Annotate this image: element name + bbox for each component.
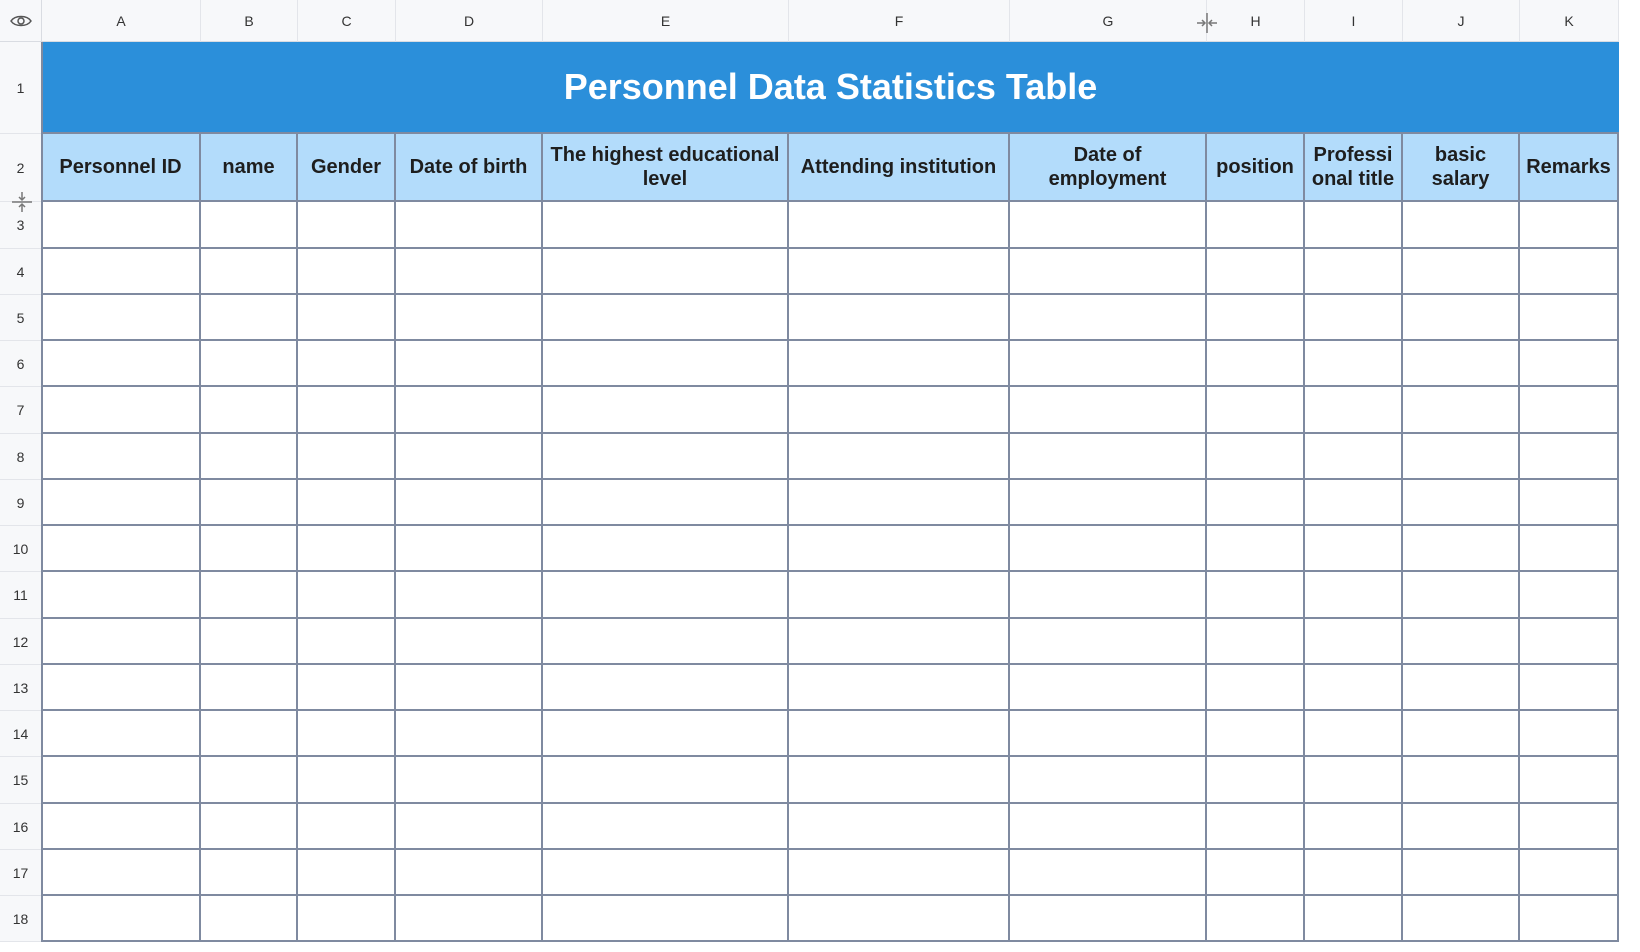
column-header-k[interactable]: K [1520, 0, 1619, 42]
cell-a15[interactable] [42, 757, 201, 804]
cell-g7[interactable] [1010, 387, 1207, 434]
row-header-2[interactable]: 2 [0, 134, 42, 202]
cell-h15[interactable] [1207, 757, 1305, 804]
cell-e10[interactable] [543, 526, 789, 572]
cell-i15[interactable] [1305, 757, 1403, 804]
cell-b9[interactable] [201, 480, 298, 526]
cell-k14[interactable] [1520, 711, 1619, 757]
cell-d15[interactable] [396, 757, 543, 804]
cell-f16[interactable] [789, 804, 1010, 850]
cell-d5[interactable] [396, 295, 543, 341]
cell-f12[interactable] [789, 619, 1010, 665]
cell-g13[interactable] [1010, 665, 1207, 711]
cell-k18[interactable] [1520, 896, 1619, 942]
cell-c13[interactable] [298, 665, 396, 711]
cell-e9[interactable] [543, 480, 789, 526]
cell-a3[interactable] [42, 202, 201, 249]
cell-h13[interactable] [1207, 665, 1305, 711]
cell-c3[interactable] [298, 202, 396, 249]
cell-i8[interactable] [1305, 434, 1403, 480]
cell-c17[interactable] [298, 850, 396, 896]
cell-c10[interactable] [298, 526, 396, 572]
cell-e18[interactable] [543, 896, 789, 942]
cell-g3[interactable] [1010, 202, 1207, 249]
cell-k7[interactable] [1520, 387, 1619, 434]
header-cell-b[interactable]: name [201, 134, 298, 202]
eye-icon[interactable] [10, 14, 32, 28]
row-header-5[interactable]: 5 [0, 295, 42, 341]
cell-k13[interactable] [1520, 665, 1619, 711]
row-header-16[interactable]: 16 [0, 804, 42, 850]
cell-j14[interactable] [1403, 711, 1520, 757]
cell-e4[interactable] [543, 249, 789, 295]
cell-b5[interactable] [201, 295, 298, 341]
cell-g18[interactable] [1010, 896, 1207, 942]
cell-a12[interactable] [42, 619, 201, 665]
cell-k8[interactable] [1520, 434, 1619, 480]
cell-a11[interactable] [42, 572, 201, 619]
cell-j15[interactable] [1403, 757, 1520, 804]
cell-a5[interactable] [42, 295, 201, 341]
cell-e7[interactable] [543, 387, 789, 434]
column-header-i[interactable]: I [1305, 0, 1403, 42]
cell-f3[interactable] [789, 202, 1010, 249]
cell-c9[interactable] [298, 480, 396, 526]
cell-f17[interactable] [789, 850, 1010, 896]
cell-g14[interactable] [1010, 711, 1207, 757]
cell-j11[interactable] [1403, 572, 1520, 619]
cell-g4[interactable] [1010, 249, 1207, 295]
header-cell-d[interactable]: Date of birth [396, 134, 543, 202]
row-header-6[interactable]: 6 [0, 341, 42, 387]
cell-e13[interactable] [543, 665, 789, 711]
cell-j7[interactable] [1403, 387, 1520, 434]
cell-k5[interactable] [1520, 295, 1619, 341]
cell-h9[interactable] [1207, 480, 1305, 526]
cell-j10[interactable] [1403, 526, 1520, 572]
cell-j16[interactable] [1403, 804, 1520, 850]
cell-a9[interactable] [42, 480, 201, 526]
header-cell-g[interactable]: Date of employment [1010, 134, 1207, 202]
cell-i9[interactable] [1305, 480, 1403, 526]
header-cell-f[interactable]: Attending institution [789, 134, 1010, 202]
cell-d7[interactable] [396, 387, 543, 434]
header-cell-i[interactable]: Professi onal title [1305, 134, 1403, 202]
cell-c12[interactable] [298, 619, 396, 665]
header-cell-a[interactable]: Personnel ID [42, 134, 201, 202]
cell-f8[interactable] [789, 434, 1010, 480]
cell-i17[interactable] [1305, 850, 1403, 896]
cell-h6[interactable] [1207, 341, 1305, 387]
cell-e16[interactable] [543, 804, 789, 850]
cell-e11[interactable] [543, 572, 789, 619]
cell-d13[interactable] [396, 665, 543, 711]
cell-k9[interactable] [1520, 480, 1619, 526]
cell-a18[interactable] [42, 896, 201, 942]
cell-f18[interactable] [789, 896, 1010, 942]
cell-a7[interactable] [42, 387, 201, 434]
cell-b14[interactable] [201, 711, 298, 757]
row-header-15[interactable]: 15 [0, 757, 42, 804]
cell-i10[interactable] [1305, 526, 1403, 572]
row-header-10[interactable]: 10 [0, 526, 42, 572]
cell-i6[interactable] [1305, 341, 1403, 387]
cell-i4[interactable] [1305, 249, 1403, 295]
row-header-9[interactable]: 9 [0, 480, 42, 526]
cell-c18[interactable] [298, 896, 396, 942]
sheet-corner[interactable] [0, 0, 42, 42]
cell-g11[interactable] [1010, 572, 1207, 619]
cell-j18[interactable] [1403, 896, 1520, 942]
cell-b8[interactable] [201, 434, 298, 480]
cell-j5[interactable] [1403, 295, 1520, 341]
row-header-12[interactable]: 12 [0, 619, 42, 665]
cell-g12[interactable] [1010, 619, 1207, 665]
cell-d12[interactable] [396, 619, 543, 665]
cell-i12[interactable] [1305, 619, 1403, 665]
cell-b16[interactable] [201, 804, 298, 850]
column-header-g[interactable]: G [1010, 0, 1207, 42]
row-header-3[interactable]: 3 [0, 202, 42, 249]
cell-c6[interactable] [298, 341, 396, 387]
cell-j13[interactable] [1403, 665, 1520, 711]
cell-d14[interactable] [396, 711, 543, 757]
row-header-11[interactable]: 11 [0, 572, 42, 619]
cell-a8[interactable] [42, 434, 201, 480]
cell-f9[interactable] [789, 480, 1010, 526]
cell-a17[interactable] [42, 850, 201, 896]
cell-b4[interactable] [201, 249, 298, 295]
cell-f7[interactable] [789, 387, 1010, 434]
cell-d4[interactable] [396, 249, 543, 295]
cell-i16[interactable] [1305, 804, 1403, 850]
row-header-14[interactable]: 14 [0, 711, 42, 757]
cell-f10[interactable] [789, 526, 1010, 572]
column-header-b[interactable]: B [201, 0, 298, 42]
cell-e12[interactable] [543, 619, 789, 665]
cell-g6[interactable] [1010, 341, 1207, 387]
cell-g10[interactable] [1010, 526, 1207, 572]
cell-f11[interactable] [789, 572, 1010, 619]
cell-e15[interactable] [543, 757, 789, 804]
row-resize-icon[interactable] [10, 190, 34, 214]
cell-j9[interactable] [1403, 480, 1520, 526]
cell-i13[interactable] [1305, 665, 1403, 711]
cell-e6[interactable] [543, 341, 789, 387]
column-header-a[interactable]: A [42, 0, 201, 42]
header-cell-j[interactable]: basic salary [1403, 134, 1520, 202]
row-header-13[interactable]: 13 [0, 665, 42, 711]
header-cell-k[interactable]: Remarks [1520, 134, 1619, 202]
cell-f13[interactable] [789, 665, 1010, 711]
cell-c11[interactable] [298, 572, 396, 619]
cell-b13[interactable] [201, 665, 298, 711]
cell-e8[interactable] [543, 434, 789, 480]
cell-b7[interactable] [201, 387, 298, 434]
cell-k10[interactable] [1520, 526, 1619, 572]
cell-g9[interactable] [1010, 480, 1207, 526]
cell-g8[interactable] [1010, 434, 1207, 480]
cell-k11[interactable] [1520, 572, 1619, 619]
cell-j3[interactable] [1403, 202, 1520, 249]
cell-a14[interactable] [42, 711, 201, 757]
cell-h11[interactable] [1207, 572, 1305, 619]
grid-left-border [41, 42, 43, 942]
cell-h3[interactable] [1207, 202, 1305, 249]
cell-b6[interactable] [201, 341, 298, 387]
cell-j6[interactable] [1403, 341, 1520, 387]
cell-d17[interactable] [396, 850, 543, 896]
row-header-17[interactable]: 17 [0, 850, 42, 896]
cell-b11[interactable] [201, 572, 298, 619]
column-header-f[interactable]: F [789, 0, 1010, 42]
cell-j8[interactable] [1403, 434, 1520, 480]
row-header-7[interactable]: 7 [0, 387, 42, 434]
cell-f6[interactable] [789, 341, 1010, 387]
cell-k16[interactable] [1520, 804, 1619, 850]
cell-d11[interactable] [396, 572, 543, 619]
cell-i5[interactable] [1305, 295, 1403, 341]
cell-b15[interactable] [201, 757, 298, 804]
cell-c4[interactable] [298, 249, 396, 295]
cell-h17[interactable] [1207, 850, 1305, 896]
cell-h16[interactable] [1207, 804, 1305, 850]
cell-f5[interactable] [789, 295, 1010, 341]
cell-i7[interactable] [1305, 387, 1403, 434]
cell-b3[interactable] [201, 202, 298, 249]
cell-e14[interactable] [543, 711, 789, 757]
cell-d8[interactable] [396, 434, 543, 480]
cell-k6[interactable] [1520, 341, 1619, 387]
cell-g15[interactable] [1010, 757, 1207, 804]
cell-a13[interactable] [42, 665, 201, 711]
cell-j12[interactable] [1403, 619, 1520, 665]
cell-b17[interactable] [201, 850, 298, 896]
cell-i14[interactable] [1305, 711, 1403, 757]
cell-d3[interactable] [396, 202, 543, 249]
cell-f4[interactable] [789, 249, 1010, 295]
cell-c14[interactable] [298, 711, 396, 757]
cell-k12[interactable] [1520, 619, 1619, 665]
cell-k3[interactable] [1520, 202, 1619, 249]
cell-b10[interactable] [201, 526, 298, 572]
column-header-h[interactable]: H [1207, 0, 1305, 42]
cell-a16[interactable] [42, 804, 201, 850]
cell-f14[interactable] [789, 711, 1010, 757]
cell-a10[interactable] [42, 526, 201, 572]
header-cell-e[interactable]: The highest educational level [543, 134, 789, 202]
column-resize-icon[interactable] [1195, 11, 1219, 35]
row-header-18[interactable]: 18 [0, 896, 42, 942]
cell-c7[interactable] [298, 387, 396, 434]
column-header-j[interactable]: J [1403, 0, 1520, 42]
header-cell-c[interactable]: Gender [298, 134, 396, 202]
cell-h7[interactable] [1207, 387, 1305, 434]
cell-g5[interactable] [1010, 295, 1207, 341]
cell-i18[interactable] [1305, 896, 1403, 942]
cell-j4[interactable] [1403, 249, 1520, 295]
cell-a4[interactable] [42, 249, 201, 295]
cell-d9[interactable] [396, 480, 543, 526]
cell-e17[interactable] [543, 850, 789, 896]
cell-d6[interactable] [396, 341, 543, 387]
cell-h14[interactable] [1207, 711, 1305, 757]
cell-c16[interactable] [298, 804, 396, 850]
cell-h5[interactable] [1207, 295, 1305, 341]
row-header-4[interactable]: 4 [0, 249, 42, 295]
cell-b18[interactable] [201, 896, 298, 942]
cell-j17[interactable] [1403, 850, 1520, 896]
cell-h8[interactable] [1207, 434, 1305, 480]
cell-g17[interactable] [1010, 850, 1207, 896]
cell-c15[interactable] [298, 757, 396, 804]
cell-c8[interactable] [298, 434, 396, 480]
cell-c5[interactable] [298, 295, 396, 341]
cell-e5[interactable] [543, 295, 789, 341]
cell-d10[interactable] [396, 526, 543, 572]
cell-d18[interactable] [396, 896, 543, 942]
column-header-c[interactable]: C [298, 0, 396, 42]
cell-k17[interactable] [1520, 850, 1619, 896]
cell-b12[interactable] [201, 619, 298, 665]
cell-f15[interactable] [789, 757, 1010, 804]
cell-i3[interactable] [1305, 202, 1403, 249]
cell-h10[interactable] [1207, 526, 1305, 572]
column-header-e[interactable]: E [543, 0, 789, 42]
cell-h12[interactable] [1207, 619, 1305, 665]
cell-g16[interactable] [1010, 804, 1207, 850]
cell-h4[interactable] [1207, 249, 1305, 295]
cell-k15[interactable] [1520, 757, 1619, 804]
cell-d16[interactable] [396, 804, 543, 850]
cell-h18[interactable] [1207, 896, 1305, 942]
row-header-8[interactable]: 8 [0, 434, 42, 480]
cell-i11[interactable] [1305, 572, 1403, 619]
cell-k4[interactable] [1520, 249, 1619, 295]
header-cell-h[interactable]: position [1207, 134, 1305, 202]
column-header-d[interactable]: D [396, 0, 543, 42]
table-title[interactable]: Personnel Data Statistics Table [42, 42, 1619, 134]
cell-e3[interactable] [543, 202, 789, 249]
cell-a6[interactable] [42, 341, 201, 387]
row-header-1[interactable]: 1 [0, 42, 42, 134]
